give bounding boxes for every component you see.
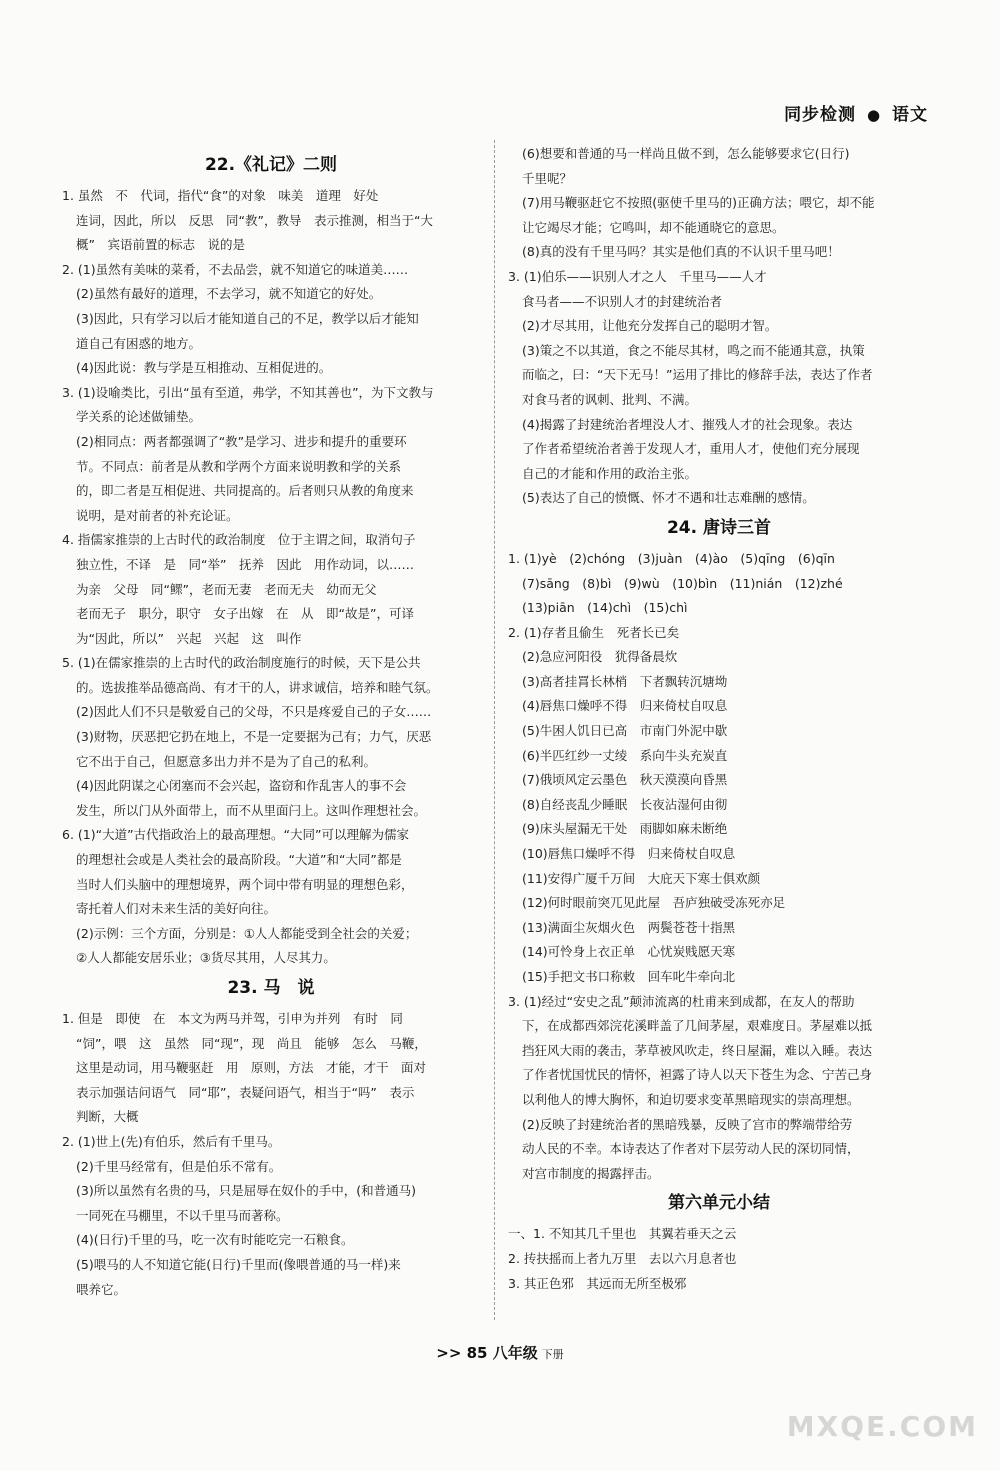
watermark-logo [787, 1410, 978, 1443]
text-line: (2)急应河阳役 犹得备晨炊 [522, 649, 678, 665]
text-line: (13)满面尘灰烟火色 两鬓苍苍十指黑 [522, 919, 736, 935]
text-line: 6. (1)“大道”古代指政治上的最高理想。“大同”可以理解为儒家 [62, 827, 410, 843]
text-line: (3)因此，只有学习以后才能知道自己的不足，教学以后才能知 [76, 310, 419, 326]
text-line: (2)相同点：两者都强调了“教”是学习、进步和提升的重要环 [76, 433, 407, 449]
page-header [784, 100, 928, 125]
watermark-text: MXQE.COM [786, 1410, 978, 1443]
text-line: 3. (1)设喻类比，引出“虽有至道，弗学，不知其善也”，为下文教与 [62, 384, 434, 400]
text-line: 自己的才能和作用的政治主张。 [522, 465, 698, 481]
text-line: 而临之，曰：“天下无马！”运用了排比的修辞手法，表达了作者 [522, 367, 873, 383]
text-line: 4. 指儒家推崇的上古时代的政治制度 位于主谓之间，取消句子 [62, 532, 416, 548]
text-line: 的，即二者是互相促进、共同提高的。后者则只从教的角度来 [76, 483, 414, 499]
text-line: 2. 抟扶摇而上者九万里 去以六月息者也 [508, 1250, 737, 1266]
text-line: 寄托着人们对未来生活的美好向往。 [76, 901, 277, 917]
text-line: (9)床头屋漏无干处 雨脚如麻未断绝 [522, 821, 728, 837]
text-line: 当时人们头脑中的理想境界，两个词中带有明显的理想色彩， [76, 876, 414, 892]
text-line: 判断，大概 [76, 1109, 139, 1125]
text-line: 2. (1)虽然有美味的菜肴，不去品尝，就不知道它的味道美…… [62, 261, 409, 277]
text-line: (3)高者挂罥长林梢 下者飘转沉塘坳 [522, 673, 728, 689]
volume-label: 下册 [541, 1348, 564, 1361]
text-line: (2)因此人们不只是敬爱自己的父母，不只是疼爱自己的子女…… [76, 704, 432, 720]
text-line: 对食马者的讽刺、批判、不满。 [522, 391, 698, 407]
section-23-continued [508, 142, 930, 511]
text-line: 以利他人的博大胸怀，和迫切要求变革黑暗现实的崇高理想。 [522, 1091, 860, 1107]
header-title-right: 语文 [892, 105, 928, 125]
text-line: 一同死在马棚里，不以千里马而著称。 [76, 1207, 289, 1223]
text-line: 独立性，不译 是 同“举” 抚养 因此 用作动词，以…… [76, 556, 414, 572]
text-line: (2)千里马经常有，但是伯乐不常有。 [76, 1158, 282, 1174]
text-line: (12)何时眼前突兀见此屋 吾庐独破受冻死亦足 [522, 895, 786, 911]
text-line: 2. (1)存者且偷生 死者长已矣 [508, 624, 680, 640]
section-24-body [508, 547, 930, 1186]
text-line: 节。不同点：前者是从教和学两个方面来说明教和学的关系 [76, 458, 402, 474]
text-line: (3)所以虽然有名贵的马，只是屈辱在奴仆的手中，(和普通马) [76, 1183, 416, 1199]
text-line: 了作者希望统治者善于发现人才，重用人才，使他们充分展现 [522, 441, 860, 457]
text-line: 3. (1)伯乐——识别人才之人 千里马——人才 [508, 268, 767, 284]
text-line: (2)才尽其用，让他充分发挥自己的聪明才智。 [522, 318, 778, 334]
left-column [62, 148, 480, 1302]
text-line: 它不出于自己，但愿意多出力并不是为了自己的私利。 [76, 753, 377, 769]
section-22-body [62, 184, 480, 971]
text-line: (2)反映了封建统治者的黑暗残暴，反映了宫市的弊端带给劳 [522, 1116, 853, 1132]
text-line: (6)半匹红纱一丈绫 系向牛头充炭直 [522, 747, 728, 763]
text-line: (13)piān (14)chì (15)chì [522, 600, 688, 616]
section-24-title: 24. 唐诗三首 [666, 517, 772, 538]
text-line: 发生，所以门从外面带上，而不从里面闩上。这叫作理想社会。 [76, 802, 427, 818]
text-line: 千里呢？ [522, 170, 573, 186]
text-line: 让它竭尽才能；它鸣叫，却不能通晓它的意思。 [522, 219, 785, 235]
text-line: (7)用马鞭驱赶它不按照(驱使千里马的)正确方法；喂它，却不能 [522, 195, 875, 211]
text-line: (15)手把文书口称敕 回车叱牛牵向北 [522, 969, 736, 984]
text-line: (5)表达了自己的愤慨、怀才不遇和壮志难酬的感情。 [522, 490, 815, 506]
text-line: 为“因此，所以” 兴起 兴起 这 叫作 [76, 630, 302, 646]
text-line: (10)唇焦口燥呼不得 归来倚杖自叹息 [522, 846, 736, 862]
text-line: 表示加强诘问语气 同“耶”，表疑问语气，相当于“吗” 表示 [76, 1084, 415, 1100]
text-line: 3. (1)经过“安史之乱”颠沛流离的杜甫来到成都，在友人的帮助 [508, 993, 855, 1009]
page-number: >> 85 八年级 [436, 1344, 538, 1362]
text-line: 5. (1)在儒家推崇的上古时代的政治制度施行的时候，天下是公共 [62, 655, 421, 671]
right-column [508, 142, 930, 1296]
text-line: 1. 但是 即使 在 本文为两马并驾，引申为并列 有时 同 [62, 1011, 403, 1026]
text-line: (6)想要和普通的马一样尚且做不到，怎么能够要求它(日行) [522, 146, 850, 161]
text-line: 喂养它。 [76, 1281, 127, 1297]
text-line: (5)牛困人饥日已高 市南门外泥中歇 [522, 723, 728, 739]
text-line: 对宫市制度的揭露抨击。 [522, 1165, 660, 1181]
text-line: 食马者——不识别人才的封建统治者 [522, 293, 723, 309]
text-line: 这里是动词，用马鞭驱赶 用 原则，方法 才能，才干 面对 [76, 1060, 427, 1076]
text-line: 下，在成都西郊浣花溪畔盖了几间茅屋，艰难度日。茅屋难以抵 [522, 1018, 873, 1034]
text-line: (14)可怜身上衣正单 心忧炭贱愿天寒 [522, 944, 736, 960]
text-line: (3)策之不以其道，食之不能尽其材，鸣之而不能通其意，执策 [522, 342, 865, 358]
text-line: (7)sāng (8)bì (9)wù (10)bìn (11)nián (12)zhé [522, 575, 843, 591]
text-line: 老而无子 职分，职守 女子出嫁 在 从 即“故是”，可译 [76, 606, 414, 622]
section-23-title: 23. 马 说 [227, 978, 315, 998]
text-line: (4)因此阴谋之心闭塞而不会兴起，盗窃和作乱害人的事不会 [76, 778, 407, 794]
text-line: (4)因此说：教与学是互相推动、互相促进的。 [76, 360, 332, 376]
text-line: ②人人都能安居乐业；③货尽其用，人尽其力。 [76, 950, 336, 966]
page-footer [0, 1342, 1000, 1363]
text-line: 概” 宾语前置的标志 说的是 [76, 237, 245, 253]
text-line: 连词，因此，所以 反思 同“教”，教导 表示推测，相当于“大 [76, 212, 433, 228]
text-line: (4)(日行)千里的马，吃一次有时能吃完一石粮食。 [76, 1232, 354, 1248]
text-line: (7)俄顷风定云墨色 秋天漠漠向昏黑 [522, 772, 728, 788]
header-title-left: 同步检测 [784, 105, 857, 125]
section-22-title: 22.《礼记》二则 [204, 155, 338, 175]
text-line: “饲”，喂 这 虽然 同“现”，现 尚且 能够 怎么 马鞭， [76, 1035, 427, 1051]
text-line: 动人民的不幸。本诗表达了作者对下层劳动人民的深切同情， [522, 1141, 860, 1157]
text-line: 1. 虽然 不 代词，指代“食”的对象 味美 道理 好处 [62, 188, 379, 203]
text-line: (5)喂马的人不知道它能(日行)千里而(像喂普通的马一样)来 [76, 1256, 401, 1272]
text-line: 说明，是对前者的补充论证。 [76, 507, 239, 523]
bulb-icon: ● [866, 106, 882, 124]
text-line: (4)揭露了封建统治者埋没人才、摧残人才的社会现象。表达 [522, 416, 853, 432]
text-line: 道自己有困惑的地方。 [76, 335, 202, 351]
text-line: (8)真的没有千里马吗？其实是他们真的不认识千里马吧！ [522, 244, 840, 260]
text-line: 一、1. 不知其几千里也 其翼若垂天之云 [508, 1226, 737, 1242]
text-line: 1. (1)yè (2)chóng (3)juàn (4)ào (5)qīng (6)qīn [508, 550, 835, 566]
text-line: (3)财物，厌恶把它扔在地上，不是一定要据为己有；力气，厌恶 [76, 729, 432, 745]
column-divider [494, 140, 495, 1320]
text-line: 了作者忧国忧民的情怀，袒露了诗人以天下苍生为念、宁苦己身 [522, 1067, 873, 1083]
text-line: (4)唇焦口燥呼不得 归来倚杖自叹息 [522, 698, 728, 714]
text-line: 挡狂风大雨的袭击，茅草被风吹走，终日屋漏，难以入睡。表达 [522, 1042, 873, 1058]
text-line: 的理想社会或是人类社会的最高阶段。“大道”和“大同”都是 [76, 852, 402, 868]
text-line: 为亲 父母 同“鳏”，老而无妻 老而无夫 幼而无父 [76, 581, 377, 597]
text-line: 的。选拔推举品德高尚、有才干的人，讲求诚信，培养和睦气氛。 [76, 679, 439, 695]
text-line: 2. (1)世上(先)有伯乐，然后有千里马。 [62, 1133, 281, 1149]
section-23-body [62, 1007, 480, 1302]
text-line: (8)自经丧乱少睡眠 长夜沾湿何由彻 [522, 796, 728, 812]
text-line: (2)虽然有最好的道理，不去学习，就不知道它的好处。 [76, 286, 382, 302]
summary-body [508, 1222, 930, 1296]
summary-title: 第六单元小结 [668, 1193, 770, 1214]
text-line: 3. 其正色邪 其远而无所至极邪 [508, 1275, 687, 1291]
text-line: (2)示例：三个方面，分别是：①人人都能受到全社会的关爱； [76, 925, 418, 941]
text-line: (11)安得广厦千万间 大庇天下寒士俱欢颜 [522, 870, 761, 886]
text-line: 学关系的论述做铺垫。 [76, 409, 202, 425]
